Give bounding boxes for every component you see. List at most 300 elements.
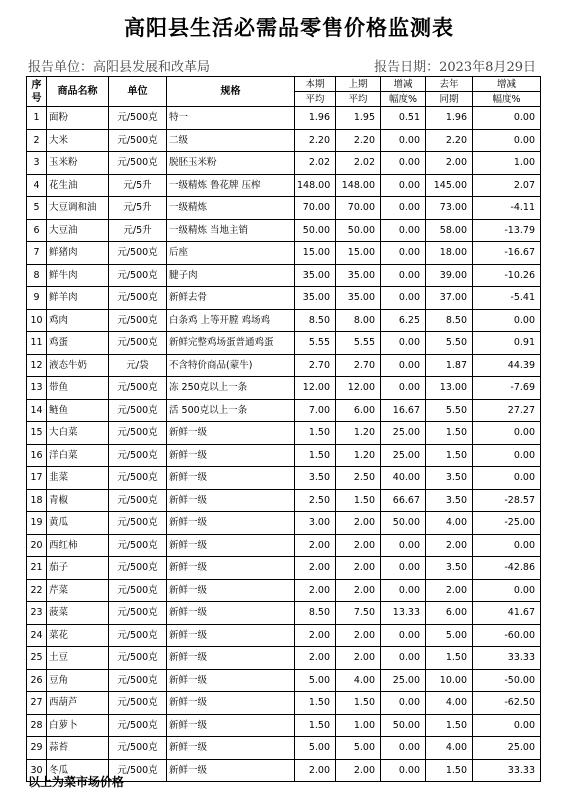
table-row [27, 692, 541, 715]
unit-cell: 元/5升 [109, 219, 167, 242]
spec-cell: 新鲜一级 [167, 467, 295, 490]
change-ly-cell: 25.00 [473, 737, 541, 760]
unit-cell: 元/500克 [109, 332, 167, 355]
previous-avg-cell: 5.55 [336, 332, 381, 355]
current-avg-cell: 2.70 [295, 354, 336, 377]
change-prev-cell: 0.00 [381, 692, 426, 715]
current-avg-cell: 2.50 [295, 489, 336, 512]
unit-cell: 元/5升 [109, 197, 167, 220]
change-ly-cell: 0.91 [473, 332, 541, 355]
last-year-cell: 4.00 [426, 512, 473, 535]
seq-cell: 26 [27, 669, 47, 692]
name-cell: 白萝卜 [47, 714, 109, 737]
previous-avg-cell: 1.20 [336, 444, 381, 467]
current-avg-cell: 5.00 [295, 737, 336, 760]
current-avg-cell: 5.00 [295, 669, 336, 692]
previous-avg-cell: 6.00 [336, 399, 381, 422]
last-year-cell: 3.50 [426, 489, 473, 512]
change-prev-cell: 0.00 [381, 197, 426, 220]
current-avg-cell: 2.02 [295, 152, 336, 175]
seq-cell: 21 [27, 557, 47, 580]
change-ly-cell: 0.00 [473, 129, 541, 152]
seq-cell: 7 [27, 242, 47, 265]
header-unit: 单位 [109, 77, 167, 107]
name-cell: 青椒 [47, 489, 109, 512]
header-previous: 上期 [336, 77, 381, 92]
previous-avg-cell: 1.00 [336, 714, 381, 737]
last-year-cell: 2.00 [426, 534, 473, 557]
change-prev-cell: 0.00 [381, 174, 426, 197]
name-cell: 鸡蛋 [47, 332, 109, 355]
previous-avg-cell: 1.50 [336, 489, 381, 512]
last-year-cell: 73.00 [426, 197, 473, 220]
table-row [27, 354, 541, 377]
previous-avg-cell: 2.00 [336, 579, 381, 602]
unit-cell: 元/500克 [109, 759, 167, 782]
change-ly-cell: 0.00 [473, 579, 541, 602]
header-last-year-sub: 同期 [426, 92, 473, 107]
unit-cell: 元/500克 [109, 129, 167, 152]
change-ly-cell: 2.07 [473, 174, 541, 197]
table-row [27, 714, 541, 737]
page-title: 高阳县生活必需品零售价格监测表 [124, 16, 454, 40]
table-row [27, 647, 541, 670]
unit-cell: 元/500克 [109, 579, 167, 602]
previous-avg-cell: 1.95 [336, 107, 381, 130]
current-avg-cell: 7.00 [295, 399, 336, 422]
last-year-cell: 4.00 [426, 692, 473, 715]
current-avg-cell: 1.50 [295, 422, 336, 445]
spec-cell: 新鲜一级 [167, 557, 295, 580]
previous-avg-cell: 2.02 [336, 152, 381, 175]
seq-cell: 25 [27, 647, 47, 670]
spec-cell: 一级精炼 当地主销 [167, 219, 295, 242]
previous-avg-cell: 2.00 [336, 557, 381, 580]
current-avg-cell: 15.00 [295, 242, 336, 265]
change-prev-cell: 0.00 [381, 579, 426, 602]
change-prev-cell: 25.00 [381, 422, 426, 445]
report-unit: 报告单位：高阳县发展和改革局 [28, 60, 211, 75]
header-name: 商品名称 [47, 77, 109, 107]
spec-cell: 新鲜完整鸡场蛋普通鸡蛋 [167, 332, 295, 355]
unit-cell: 元/500克 [109, 444, 167, 467]
change-prev-cell: 0.00 [381, 152, 426, 175]
table-row [27, 197, 541, 220]
spec-cell: 新鲜一级 [167, 737, 295, 760]
last-year-cell: 1.87 [426, 354, 473, 377]
change-prev-cell: 66.67 [381, 489, 426, 512]
spec-cell: 新鲜一级 [167, 624, 295, 647]
name-cell: 鲜牛肉 [47, 264, 109, 287]
seq-cell: 13 [27, 377, 47, 400]
table-row [27, 242, 541, 265]
unit-cell: 元/500克 [109, 624, 167, 647]
change-ly-cell: 0.00 [473, 467, 541, 490]
previous-avg-cell: 1.50 [336, 692, 381, 715]
change-prev-cell: 0.00 [381, 264, 426, 287]
current-avg-cell: 1.50 [295, 444, 336, 467]
current-avg-cell: 8.50 [295, 309, 336, 332]
previous-avg-cell: 12.00 [336, 377, 381, 400]
current-avg-cell: 35.00 [295, 264, 336, 287]
current-avg-cell: 3.00 [295, 512, 336, 535]
previous-avg-cell: 1.20 [336, 422, 381, 445]
name-cell: 鸡肉 [47, 309, 109, 332]
name-cell: 冬瓜 [47, 759, 109, 782]
change-prev-cell: 25.00 [381, 669, 426, 692]
previous-avg-cell: 8.00 [336, 309, 381, 332]
name-cell: 液态牛奶 [47, 354, 109, 377]
table-row [27, 107, 541, 130]
change-prev-cell: 16.67 [381, 399, 426, 422]
current-avg-cell: 2.00 [295, 579, 336, 602]
current-avg-cell: 1.96 [295, 107, 336, 130]
last-year-cell: 2.20 [426, 129, 473, 152]
change-ly-cell: 41.67 [473, 602, 541, 625]
last-year-cell: 18.00 [426, 242, 473, 265]
change-prev-cell: 50.00 [381, 512, 426, 535]
change-ly-cell: 0.00 [473, 107, 541, 130]
name-cell: 大豆调和油 [47, 197, 109, 220]
unit-cell: 元/500克 [109, 399, 167, 422]
seq-cell: 14 [27, 399, 47, 422]
spec-cell: 新鲜去骨 [167, 287, 295, 310]
change-ly-cell: 0.00 [473, 714, 541, 737]
change-ly-cell: -62.50 [473, 692, 541, 715]
change-ly-cell: 44.39 [473, 354, 541, 377]
name-cell: 大豆油 [47, 219, 109, 242]
spec-cell: 新鲜一级 [167, 579, 295, 602]
table-row [27, 422, 541, 445]
header-current: 本期 [295, 77, 336, 92]
previous-avg-cell: 7.50 [336, 602, 381, 625]
last-year-cell: 5.50 [426, 399, 473, 422]
unit-cell: 元/500克 [109, 377, 167, 400]
unit-cell: 元/500克 [109, 602, 167, 625]
spec-cell: 冻 250克以上一条 [167, 377, 295, 400]
spec-cell: 活 500克以上一条 [167, 399, 295, 422]
seq-cell: 18 [27, 489, 47, 512]
unit-cell: 元/500克 [109, 692, 167, 715]
spec-cell: 脱胚玉米粉 [167, 152, 295, 175]
unit-cell: 元/5升 [109, 174, 167, 197]
change-ly-cell: -28.57 [473, 489, 541, 512]
header-spec: 规格 [167, 77, 295, 107]
seq-cell: 17 [27, 467, 47, 490]
unit-cell: 元/500克 [109, 669, 167, 692]
last-year-cell: 2.00 [426, 579, 473, 602]
table-row [27, 467, 541, 490]
report-date: 报告日期：2023年8月29日 [374, 60, 536, 75]
last-year-cell: 13.00 [426, 377, 473, 400]
name-cell: 菠菜 [47, 602, 109, 625]
current-avg-cell: 12.00 [295, 377, 336, 400]
previous-avg-cell: 5.00 [336, 737, 381, 760]
change-prev-cell: 0.00 [381, 624, 426, 647]
unit-cell: 元/500克 [109, 287, 167, 310]
seq-cell: 22 [27, 579, 47, 602]
change-prev-cell: 0.00 [381, 287, 426, 310]
seq-cell: 29 [27, 737, 47, 760]
spec-cell: 二级 [167, 129, 295, 152]
name-cell: 韭菜 [47, 467, 109, 490]
spec-cell: 新鲜一级 [167, 489, 295, 512]
spec-cell: 不含特价商品(蒙牛) [167, 354, 295, 377]
change-ly-cell: 0.00 [473, 534, 541, 557]
name-cell: 带鱼 [47, 377, 109, 400]
spec-cell: 后座 [167, 242, 295, 265]
table-row [27, 399, 541, 422]
current-avg-cell: 2.00 [295, 557, 336, 580]
table-row [27, 557, 541, 580]
seq-cell: 6 [27, 219, 47, 242]
current-avg-cell: 2.00 [295, 624, 336, 647]
previous-avg-cell: 50.00 [336, 219, 381, 242]
seq-cell: 11 [27, 332, 47, 355]
seq-cell: 19 [27, 512, 47, 535]
change-prev-cell: 0.00 [381, 242, 426, 265]
seq-cell: 30 [27, 759, 47, 782]
table-row [27, 332, 541, 355]
name-cell: 蒜苔 [47, 737, 109, 760]
previous-avg-cell: 2.00 [336, 647, 381, 670]
last-year-cell: 5.00 [426, 624, 473, 647]
header-last-year: 去年 [426, 77, 473, 92]
change-ly-cell: 33.33 [473, 647, 541, 670]
seq-cell: 3 [27, 152, 47, 175]
change-ly-cell: -16.67 [473, 242, 541, 265]
seq-cell: 2 [27, 129, 47, 152]
current-avg-cell: 50.00 [295, 219, 336, 242]
seq-cell: 16 [27, 444, 47, 467]
change-ly-cell: 27.27 [473, 399, 541, 422]
unit-cell: 元/500克 [109, 107, 167, 130]
current-avg-cell: 2.20 [295, 129, 336, 152]
name-cell: 鲢鱼 [47, 399, 109, 422]
previous-avg-cell: 2.00 [336, 534, 381, 557]
unit-cell: 元/500克 [109, 737, 167, 760]
seq-cell: 20 [27, 534, 47, 557]
change-ly-cell: -7.69 [473, 377, 541, 400]
current-avg-cell: 70.00 [295, 197, 336, 220]
name-cell: 西葫芦 [47, 692, 109, 715]
seq-cell: 10 [27, 309, 47, 332]
change-prev-cell: 40.00 [381, 467, 426, 490]
spec-cell: 腱子肉 [167, 264, 295, 287]
change-ly-cell: 0.00 [473, 422, 541, 445]
unit-cell: 元/500克 [109, 467, 167, 490]
last-year-cell: 4.00 [426, 737, 473, 760]
change-prev-cell: 0.00 [381, 647, 426, 670]
current-avg-cell: 1.50 [295, 692, 336, 715]
table-row [27, 129, 541, 152]
unit-cell: 元/500克 [109, 152, 167, 175]
change-ly-cell: -50.00 [473, 669, 541, 692]
current-avg-cell: 1.50 [295, 714, 336, 737]
last-year-cell: 10.00 [426, 669, 473, 692]
header-change-ly-sub: 幅度% [473, 92, 541, 107]
change-prev-cell: 6.25 [381, 309, 426, 332]
table-row [27, 377, 541, 400]
previous-avg-cell: 35.00 [336, 287, 381, 310]
name-cell: 鲜猪肉 [47, 242, 109, 265]
name-cell: 面粉 [47, 107, 109, 130]
name-cell: 花生油 [47, 174, 109, 197]
name-cell: 茄子 [47, 557, 109, 580]
header-change-ly: 增减 [473, 77, 541, 92]
change-ly-cell: -13.79 [473, 219, 541, 242]
change-prev-cell: 0.51 [381, 107, 426, 130]
table-row [27, 174, 541, 197]
table-row [27, 534, 541, 557]
spec-cell: 新鲜一级 [167, 512, 295, 535]
spec-cell: 新鲜一级 [167, 759, 295, 782]
spec-cell: 新鲜一级 [167, 692, 295, 715]
last-year-cell: 5.50 [426, 332, 473, 355]
change-ly-cell: -4.11 [473, 197, 541, 220]
previous-avg-cell: 4.00 [336, 669, 381, 692]
header-change-prev-sub: 幅度% [381, 92, 426, 107]
previous-avg-cell: 15.00 [336, 242, 381, 265]
last-year-cell: 1.50 [426, 714, 473, 737]
table-row [27, 309, 541, 332]
spec-cell: 新鲜一级 [167, 422, 295, 445]
previous-avg-cell: 2.70 [336, 354, 381, 377]
name-cell: 黄瓜 [47, 512, 109, 535]
previous-avg-cell: 2.00 [336, 624, 381, 647]
footer-note: 以上为菜市场价格 [28, 775, 125, 789]
table-row [27, 264, 541, 287]
last-year-cell: 2.00 [426, 152, 473, 175]
spec-cell: 新鲜一级 [167, 602, 295, 625]
unit-cell: 元/500克 [109, 557, 167, 580]
previous-avg-cell: 35.00 [336, 264, 381, 287]
change-ly-cell: -42.86 [473, 557, 541, 580]
change-ly-cell: 1.00 [473, 152, 541, 175]
change-prev-cell: 0.00 [381, 557, 426, 580]
price-table [26, 76, 541, 782]
spec-cell: 新鲜一级 [167, 534, 295, 557]
name-cell: 洋白菜 [47, 444, 109, 467]
last-year-cell: 1.96 [426, 107, 473, 130]
header-previous-sub: 平均 [336, 92, 381, 107]
change-prev-cell: 0.00 [381, 354, 426, 377]
last-year-cell: 58.00 [426, 219, 473, 242]
table-row [27, 512, 541, 535]
seq-cell: 5 [27, 197, 47, 220]
name-cell: 豆角 [47, 669, 109, 692]
previous-avg-cell: 2.00 [336, 512, 381, 535]
name-cell: 玉米粉 [47, 152, 109, 175]
name-cell: 鲜羊肉 [47, 287, 109, 310]
change-ly-cell: 0.00 [473, 309, 541, 332]
unit-cell: 元/500克 [109, 647, 167, 670]
unit-cell: 元/500克 [109, 309, 167, 332]
spec-cell: 新鲜一级 [167, 647, 295, 670]
current-avg-cell: 35.00 [295, 287, 336, 310]
change-prev-cell: 0.00 [381, 332, 426, 355]
name-cell: 大白菜 [47, 422, 109, 445]
current-avg-cell: 2.00 [295, 759, 336, 782]
seq-cell: 9 [27, 287, 47, 310]
current-avg-cell: 8.50 [295, 602, 336, 625]
unit-cell: 元/500克 [109, 422, 167, 445]
spec-cell: 新鲜一级 [167, 714, 295, 737]
unit-cell: 元/500克 [109, 534, 167, 557]
change-prev-cell: 0.00 [381, 219, 426, 242]
change-ly-cell: 0.00 [473, 444, 541, 467]
previous-avg-cell: 70.00 [336, 197, 381, 220]
seq-cell: 28 [27, 714, 47, 737]
table-body [27, 107, 541, 782]
previous-avg-cell: 2.50 [336, 467, 381, 490]
change-prev-cell: 0.00 [381, 737, 426, 760]
name-cell: 西红柿 [47, 534, 109, 557]
unit-cell: 元/500克 [109, 264, 167, 287]
previous-avg-cell: 2.20 [336, 129, 381, 152]
last-year-cell: 39.00 [426, 264, 473, 287]
change-prev-cell: 0.00 [381, 377, 426, 400]
table-row [27, 579, 541, 602]
seq-cell: 27 [27, 692, 47, 715]
current-avg-cell: 148.00 [295, 174, 336, 197]
last-year-cell: 6.00 [426, 602, 473, 625]
name-cell: 芹菜 [47, 579, 109, 602]
spec-cell: 一级精炼 [167, 197, 295, 220]
table-row [27, 624, 541, 647]
change-ly-cell: -10.26 [473, 264, 541, 287]
change-ly-cell: 33.33 [473, 759, 541, 782]
previous-avg-cell: 148.00 [336, 174, 381, 197]
unit-cell: 元/500克 [109, 489, 167, 512]
table-row [27, 602, 541, 625]
change-prev-cell: 0.00 [381, 534, 426, 557]
seq-cell: 24 [27, 624, 47, 647]
seq-cell: 1 [27, 107, 47, 130]
change-ly-cell: -60.00 [473, 624, 541, 647]
last-year-cell: 8.50 [426, 309, 473, 332]
change-prev-cell: 13.33 [381, 602, 426, 625]
table-row [27, 444, 541, 467]
header-change-prev: 增减 [381, 77, 426, 92]
seq-cell: 12 [27, 354, 47, 377]
table-row [27, 489, 541, 512]
table-row [27, 669, 541, 692]
last-year-cell: 1.50 [426, 647, 473, 670]
change-prev-cell: 50.00 [381, 714, 426, 737]
current-avg-cell: 2.00 [295, 647, 336, 670]
spec-cell: 新鲜一级 [167, 444, 295, 467]
table-row [27, 737, 541, 760]
unit-cell: 元/500克 [109, 242, 167, 265]
previous-avg-cell: 2.00 [336, 759, 381, 782]
unit-cell: 元/袋 [109, 354, 167, 377]
name-cell: 土豆 [47, 647, 109, 670]
header-seq: 序 号 [27, 77, 47, 107]
last-year-cell: 1.50 [426, 422, 473, 445]
seq-cell: 23 [27, 602, 47, 625]
name-cell: 菜花 [47, 624, 109, 647]
unit-cell: 元/500克 [109, 714, 167, 737]
spec-cell: 一级精炼 鲁花牌 压榨 [167, 174, 295, 197]
change-ly-cell: -5.41 [473, 287, 541, 310]
name-cell: 大米 [47, 129, 109, 152]
unit-cell: 元/500克 [109, 512, 167, 535]
seq-cell: 15 [27, 422, 47, 445]
table-row [27, 219, 541, 242]
last-year-cell: 37.00 [426, 287, 473, 310]
change-prev-cell: 0.00 [381, 759, 426, 782]
